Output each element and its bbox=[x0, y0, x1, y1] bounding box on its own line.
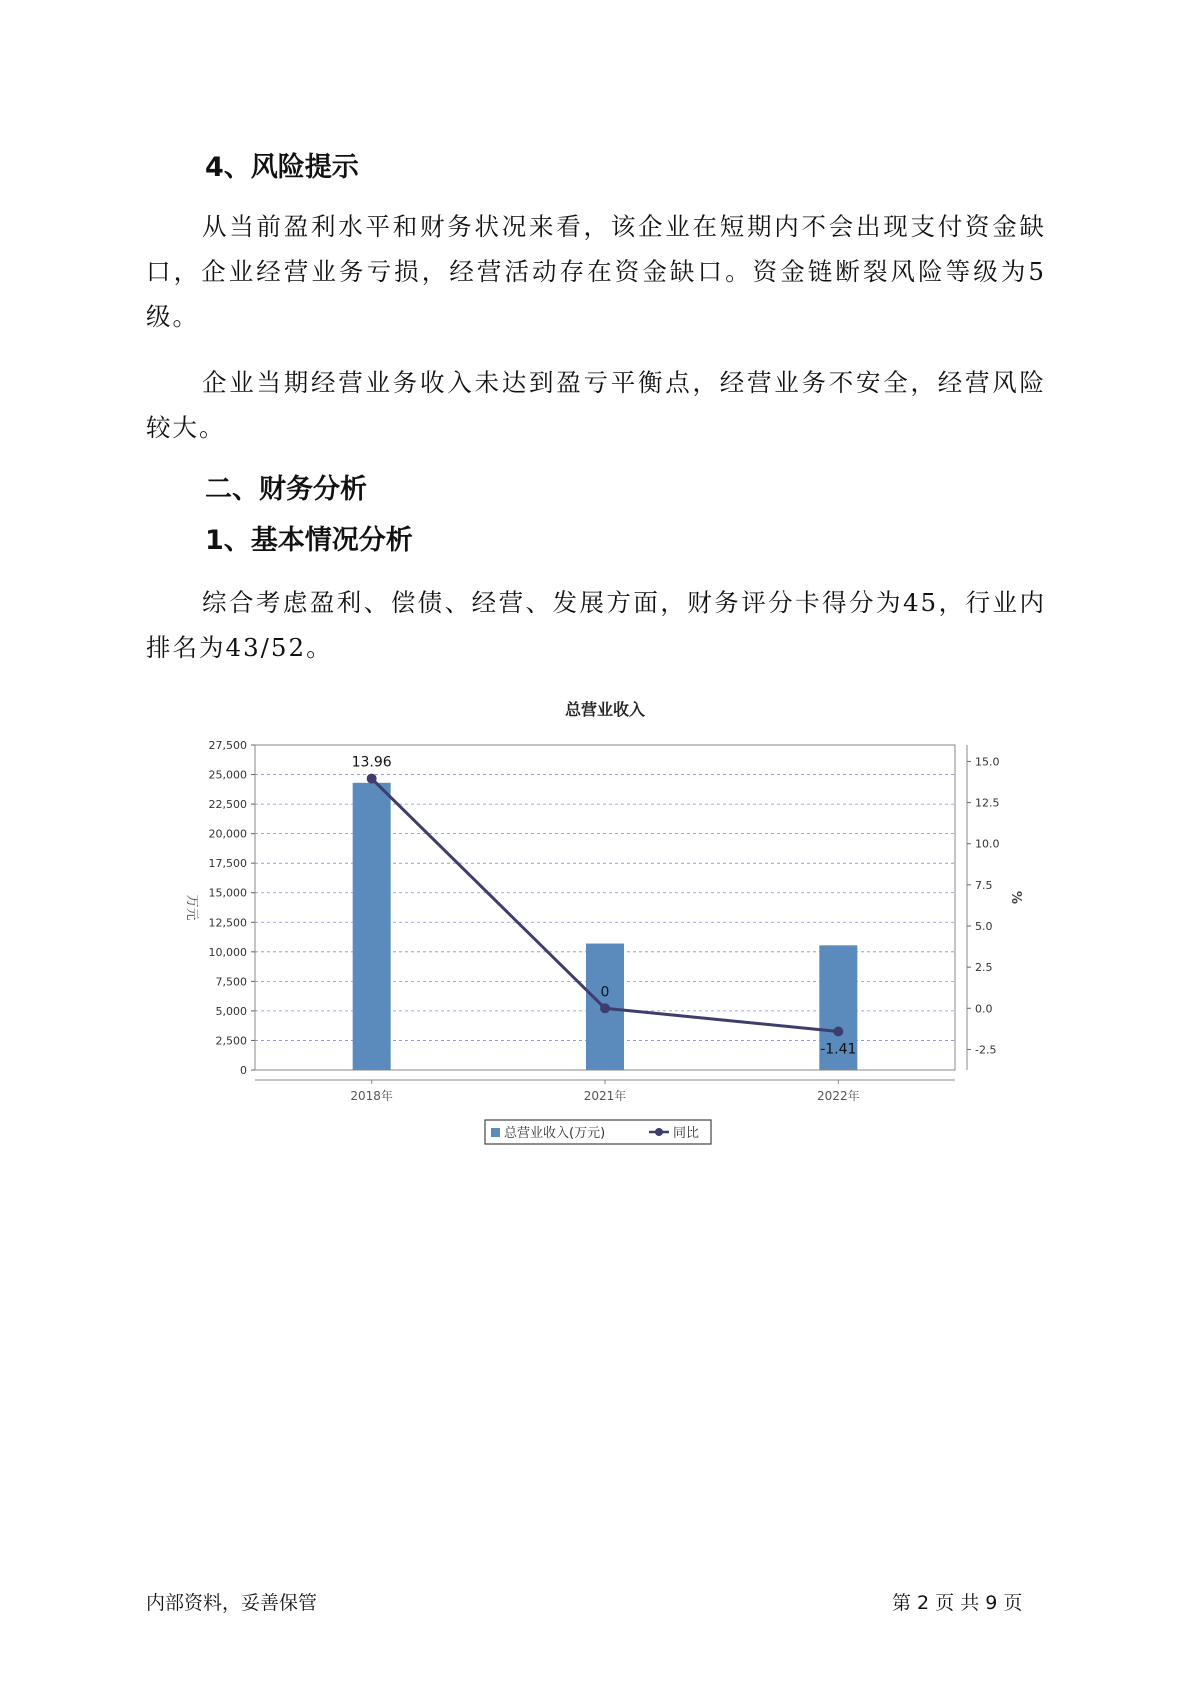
y-tick-label: 22,500 bbox=[208, 798, 247, 812]
x-tick-label: 2021年 bbox=[583, 1089, 627, 1103]
y-right-tick-label: -2.5 bbox=[975, 1043, 997, 1057]
legend-line-label: 同比 bbox=[673, 1126, 700, 1141]
yoy-data-label: 0 bbox=[600, 984, 610, 1001]
y-right-axis-label: % bbox=[1008, 890, 1023, 905]
finance-heading: 二、财务分析 bbox=[205, 474, 367, 505]
y-tick-label: 15,000 bbox=[208, 886, 247, 900]
y-tick-label: 20,000 bbox=[208, 827, 247, 841]
yoy-point-2 bbox=[833, 1026, 843, 1036]
risk-paragraph-2: 企业当期经营业务收入未达到盈亏平衡点，经营业务不安全，经营风险较大。 bbox=[146, 368, 1046, 442]
risk-heading: 4、风险提示 bbox=[205, 152, 359, 183]
y-tick-label: 17,500 bbox=[208, 857, 247, 871]
x-tick-label: 2018年 bbox=[350, 1089, 393, 1103]
legend-bar-label: 总营业收入(万元) bbox=[504, 1126, 606, 1141]
yoy-point-0 bbox=[367, 774, 377, 784]
basic-analysis-paragraph: 综合考虑盈利、偿债、经营、发展方面，财务评分卡得分为45，行业内排名为43/52。 bbox=[146, 588, 1046, 662]
legend-bar-swatch bbox=[491, 1128, 500, 1137]
y-tick-label: 27,500 bbox=[208, 739, 247, 752]
x-tick-label: 2022年 bbox=[817, 1089, 860, 1103]
y-right-tick-label: 12.5 bbox=[975, 796, 1000, 810]
legend-line-marker bbox=[655, 1128, 663, 1136]
chart-title: 总营业收入 bbox=[564, 700, 646, 719]
y-tick-label: 7,500 bbox=[215, 975, 247, 989]
revenue-chart-svg bbox=[175, 690, 1045, 1150]
y-right-tick-label: 2.5 bbox=[975, 961, 993, 975]
y-tick-label: 10,000 bbox=[208, 945, 247, 959]
y-right-tick-label: 10.0 bbox=[975, 837, 1000, 851]
y-tick-label: 5,000 bbox=[215, 1004, 247, 1018]
y-tick-label: 25,000 bbox=[208, 768, 247, 782]
basic-analysis-heading: 1、基本情况分析 bbox=[205, 525, 413, 556]
yoy-point-1 bbox=[600, 1003, 610, 1013]
risk-paragraph-1: 从当前盈利水平和财务状况来看，该企业在短期内不会出现支付资金缺口，企业经营业务亏损，经营活动存在资金缺口。资金链断裂风险等级为5级。 bbox=[146, 212, 1046, 331]
yoy-data-label: 13.96 bbox=[351, 754, 392, 771]
bar-0 bbox=[353, 783, 391, 1070]
y-tick-label: 12,500 bbox=[208, 916, 247, 930]
y-right-tick-label: 15.0 bbox=[975, 755, 1000, 769]
y-right-tick-label: 5.0 bbox=[975, 920, 993, 934]
yoy-data-label: -1.41 bbox=[820, 1041, 857, 1058]
y-right-tick-label: 0.0 bbox=[975, 1002, 993, 1016]
y-tick-label: 2,500 bbox=[215, 1034, 247, 1048]
revenue-chart bbox=[175, 690, 1045, 1150]
footer-confidential: 内部资料，妥善保管 bbox=[146, 1592, 318, 1614]
y-tick-label: 0 bbox=[240, 1064, 247, 1077]
y-right-tick-label: 7.5 bbox=[975, 878, 993, 892]
footer-page-number: 第 2 页 共 9 页 bbox=[892, 1592, 1023, 1614]
y-axis-label: 万元 bbox=[184, 894, 199, 921]
